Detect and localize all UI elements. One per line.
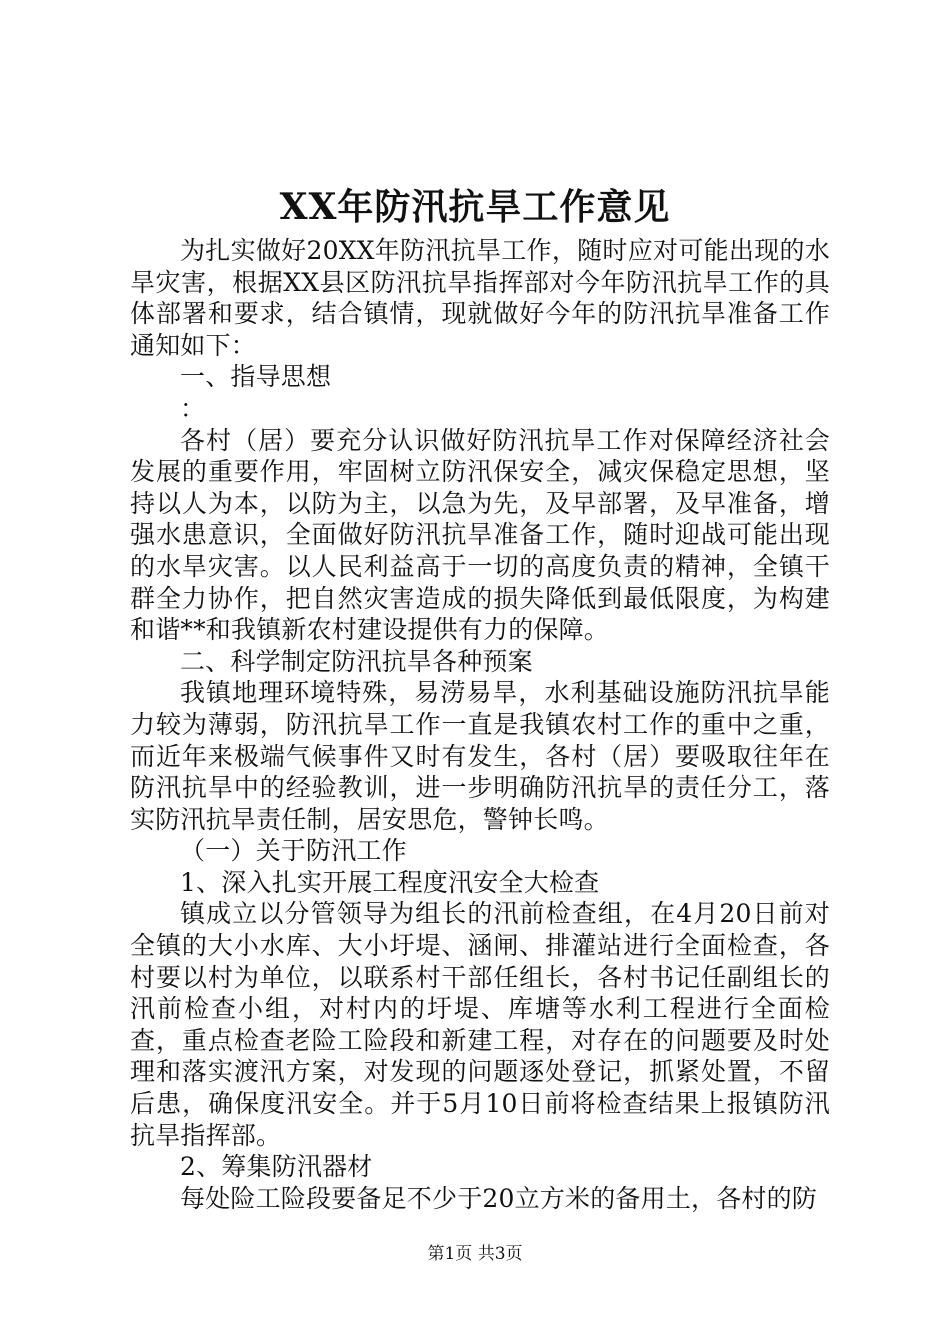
intro-paragraph: 为扎实做好20XX年防汛抗旱工作，随时应对可能出现的水旱灾害，根据XX县区防汛抗旱指挥部对今年防汛抗旱工作的具体部署和要求，结合镇情，现就做好今年的防汛抗旱准备工作通知如下： xyxy=(130,236,830,360)
document-title: XX年防汛抗旱工作意见 xyxy=(279,186,671,228)
item-heading-safety-inspection: 1、深入扎实开展工程度汛安全大检查 xyxy=(180,867,600,897)
page-footer: 第1页 共3页 xyxy=(427,1244,523,1264)
contingency-plans-paragraph: 我镇地理环境特殊，易涝易旱，水利基础设施防汛抗旱能力较为薄弱，防汛抗旱工作一直是我镇农村工作的重中之重，而近年来极端气候事件又时有发生，各村（居）要吸取往年在防汛抗旱中的经验教训，进一步明确防汛抗旱的责任分工，落实防汛抗旱责任制，居安思危，警钟长鸣。 xyxy=(130,678,830,834)
section-heading-contingency-plans: 二、科学制定防汛抗旱各种预案 xyxy=(180,646,533,676)
document-body xyxy=(130,235,830,1214)
safety-inspection-paragraph: 镇成立以分管领导为组长的汛前检查组，在4月20日前对全镇的大小水库、大小圩堤、涵闸、排灌站进行全面检查，各村要以村为单位，以联系村干部任组长，各村书记任副组长的汛前检查小组，对村内的圩堤、库塘等水利工程进行全面检查，重点检查老险工险段和新建工程，对存在的问题要及时处理和落实渡汛方案，对发现的问题逐处登记，抓紧处置，不留后患，确保度汛安全。并于5月10日前将检查结果上报镇防汛抗旱指挥部。 xyxy=(130,899,830,1150)
stray-colon-line: ： xyxy=(180,393,206,423)
guiding-ideology-paragraph: 各村（居）要充分认识做好防汛抗旱工作对保障经济社会发展的重要作用，牢固树立防汛保安全，减灾保稳定思想，坚持以人为本，以防为主，以急为先，及早部署，及早准备，增强水患意识，全面做好防汛抗旱准备工作，随时迎战可能出现的水旱灾害。以人民利益高于一切的高度负责的精神，全镇干群全力协作，把自然灾害造成的损失降低到最低限度，为构建和谐**和我镇新农村建设提供有力的保障。 xyxy=(130,425,830,645)
subsection-heading-flood-control: （一）关于防汛工作 xyxy=(180,836,407,866)
flood-materials-paragraph: 每处险工险段要备足不少于20立方米的备用土，各村的防 xyxy=(180,1183,818,1213)
section-heading-guiding-ideology: 一、指导思想 xyxy=(180,362,332,392)
item-heading-flood-materials: 2、筹集防汛器材 xyxy=(180,1152,373,1182)
